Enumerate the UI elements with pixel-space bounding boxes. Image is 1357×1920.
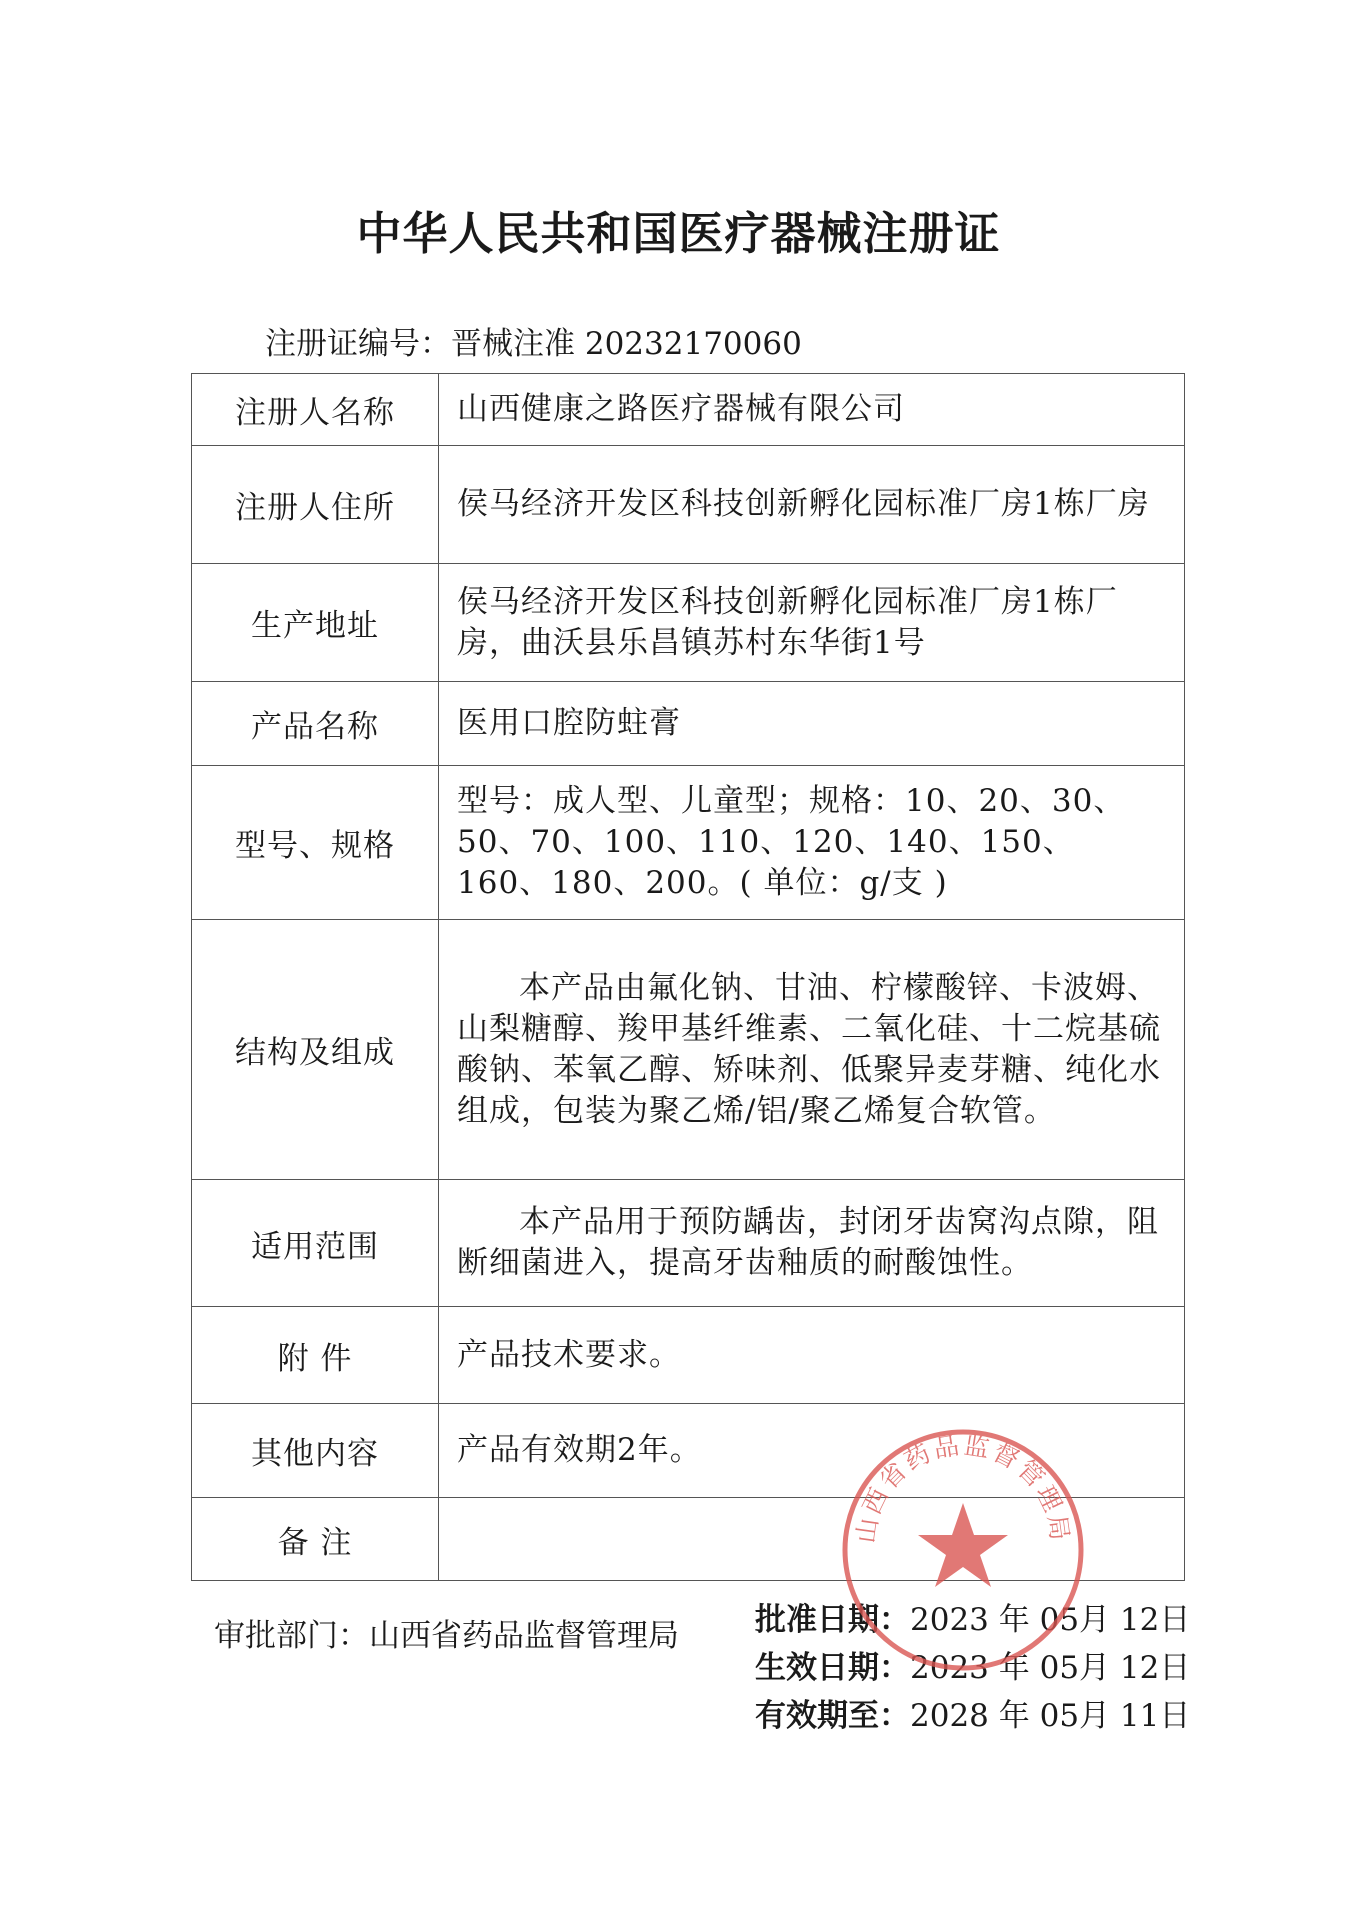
- registrant-address: 侯马经济开发区科技创新孵化园标准厂房1栋厂房: [439, 446, 1185, 564]
- date-value: 2028 年 05月 11日: [910, 1698, 1191, 1734]
- expiry-date: [755, 1692, 1190, 1740]
- table-row: [192, 446, 1185, 564]
- approval-department: 山西省药品监督管理局: [369, 1618, 679, 1654]
- date-value: 2023 年 05月 12日: [910, 1602, 1191, 1638]
- production-address: 侯马经济开发区科技创新孵化园标准厂房1栋厂房，曲沃县乐昌镇苏村东华街1号: [439, 564, 1185, 682]
- row-label: 其他内容: [192, 1404, 439, 1498]
- registration-number-label: 注册证编号：: [265, 326, 451, 362]
- date-label: 生效日期：: [755, 1650, 910, 1686]
- row-label: 注册人住所: [192, 446, 439, 564]
- row-label: 型号、规格: [192, 766, 439, 920]
- table-row: [192, 1307, 1185, 1404]
- row-label: 适用范围: [192, 1180, 439, 1307]
- date-label: 有效期至：: [755, 1698, 910, 1734]
- table-row: [192, 920, 1185, 1180]
- row-label: 生产地址: [192, 564, 439, 682]
- row-label: 附 件: [192, 1307, 439, 1404]
- table-row: [192, 682, 1185, 766]
- seal-arc-text: 山西省药品监督管理局: [851, 1430, 1075, 1545]
- date-value: 2023 年 05月 12日: [910, 1650, 1191, 1686]
- attachments: 产品技术要求。: [439, 1307, 1185, 1404]
- registrant-name: 山西健康之路医疗器械有限公司: [439, 374, 1185, 446]
- row-label: 产品名称: [192, 682, 439, 766]
- row-label: 结构及组成: [192, 920, 439, 1180]
- official-seal: [838, 1425, 1088, 1675]
- registration-number: 晋械注准 20232170060: [451, 326, 802, 362]
- row-label: 备 注: [192, 1498, 439, 1581]
- product-name: 医用口腔防蛀膏: [439, 682, 1185, 766]
- table-row: [192, 1180, 1185, 1307]
- intended-use: 本产品用于预防龋齿，封闭牙齿窝沟点隙，阻断细菌进入，提高牙齿釉质的耐酸蚀性。: [439, 1180, 1185, 1307]
- certificate-table: [191, 373, 1185, 1581]
- approval-department-label: 审批部门：: [214, 1618, 369, 1654]
- row-label: 注册人名称: [192, 374, 439, 446]
- registration-number-line: [265, 318, 802, 363]
- table-row: [192, 766, 1185, 920]
- structure-composition: 本产品由氟化钠、甘油、柠檬酸锌、卡波姆、山梨糖醇、羧甲基纤维素、二氧化硅、十二烷基硫酸钠、苯氧乙醇、矫味剂、低聚异麦芽糖、纯化水组成，包装为聚乙烯/铝/聚乙烯复合软管。: [439, 920, 1185, 1180]
- seal-star: [918, 1503, 1008, 1587]
- document-title: 中华人民共和国医疗器械注册证: [356, 207, 1001, 260]
- approval-department-line: [214, 1610, 679, 1655]
- date-label: 批准日期：: [755, 1602, 910, 1638]
- table-row: [192, 374, 1185, 446]
- other-content: 产品有效期2年。: [439, 1404, 1185, 1498]
- model-spec: 型号：成人型、儿童型；规格：10、20、30、50、70、100、110、120、140、150、160、180、200。( 单位：g/支 ): [439, 766, 1185, 920]
- table-row: [192, 564, 1185, 682]
